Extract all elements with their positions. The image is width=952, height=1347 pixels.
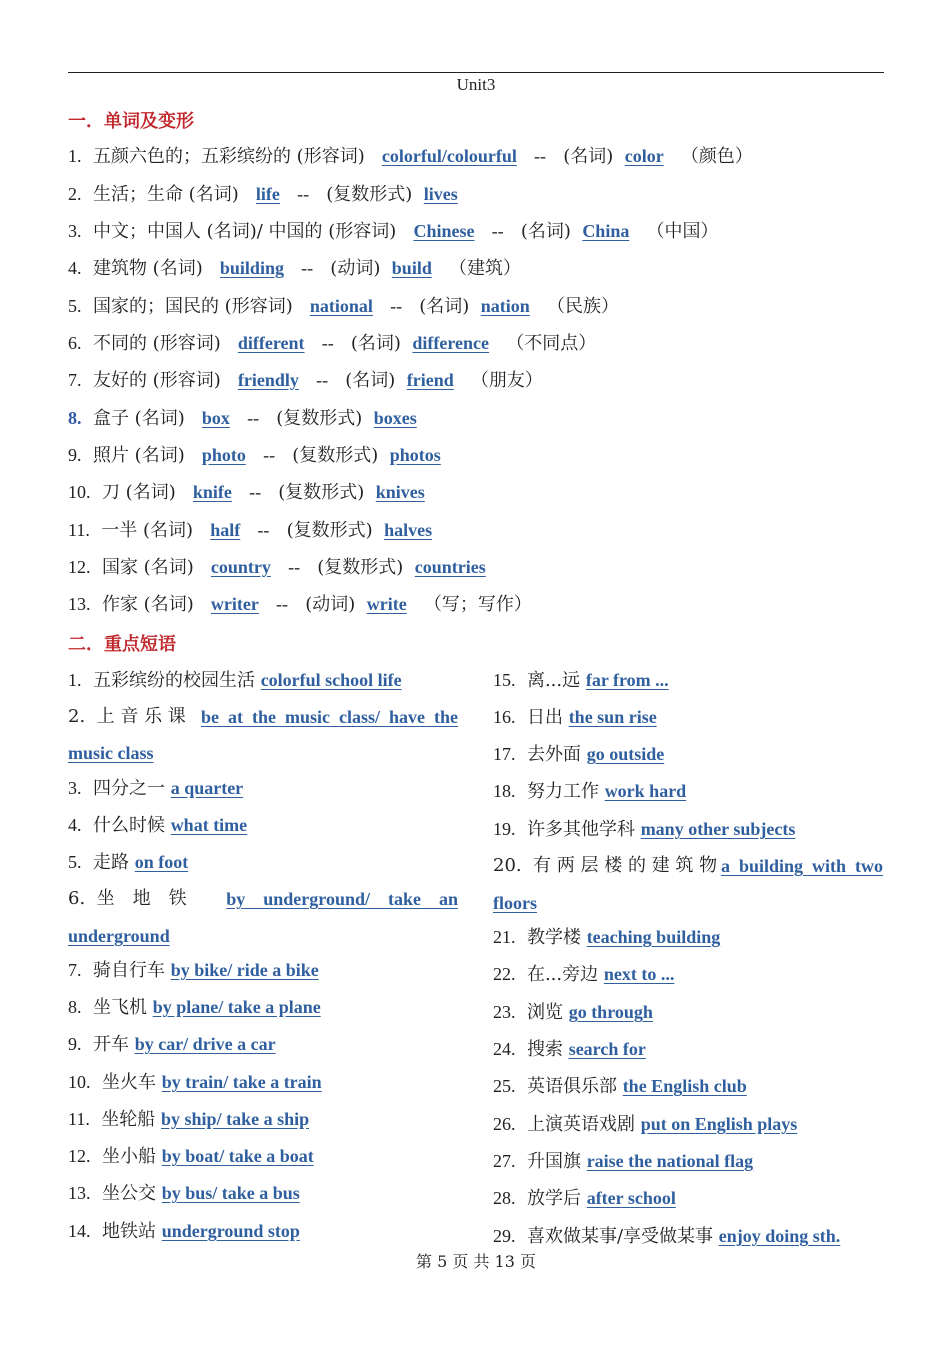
item-number: 12. xyxy=(68,1146,91,1166)
item-prompt: 刀 (名词) xyxy=(101,482,176,503)
phrase-continuation xyxy=(493,892,537,915)
phrase-row xyxy=(493,855,883,877)
answer-form: boxes xyxy=(373,408,417,428)
item-prompt: 国家 (名词) xyxy=(101,557,194,578)
phrase-chinese: 上 音 乐 课 xyxy=(96,706,186,727)
separator: -- xyxy=(263,445,276,465)
phrase-english: a quarter xyxy=(170,778,244,798)
item-number: 7. xyxy=(68,370,82,390)
vocab-row xyxy=(68,407,417,430)
item-number: 4. xyxy=(68,258,82,278)
item-form: (复数形式) xyxy=(326,184,413,205)
separator: -- xyxy=(316,370,329,390)
separator: -- xyxy=(321,333,334,353)
item-number: 13. xyxy=(68,1183,91,1203)
phrase-chinese: 升国旗 xyxy=(526,1151,581,1172)
phrase-row xyxy=(68,1108,309,1131)
answer-form: knives xyxy=(375,482,425,502)
item-number: 5. xyxy=(68,852,82,872)
answer-form: halves xyxy=(384,520,433,540)
item-number: 20. xyxy=(493,855,522,876)
item-number: 15. xyxy=(493,670,516,690)
item-prompt: 一半 (名词) xyxy=(101,520,194,541)
item-form: (名词) xyxy=(350,333,401,354)
answer-form: lives xyxy=(423,184,458,204)
item-number: 6. xyxy=(68,888,86,909)
phrase-row xyxy=(68,1033,276,1056)
answer-form: countries xyxy=(414,557,486,577)
item-form: (名词) xyxy=(419,296,470,317)
phrase-row xyxy=(68,1145,314,1168)
phrase-row xyxy=(68,814,247,837)
phrase-english: next to ... xyxy=(603,964,675,984)
phrase-row xyxy=(493,743,664,766)
phrase-english: be at the music class/ have the xyxy=(201,707,458,727)
phrase-english: by ship/ take a ship xyxy=(161,1109,310,1129)
item-number: 23. xyxy=(493,1002,516,1022)
phrase-chinese: 去外面 xyxy=(526,744,581,765)
answer-word: friendly xyxy=(237,370,299,390)
item-form: (动词) xyxy=(305,594,356,615)
phrase-row xyxy=(493,706,657,729)
phrase-row xyxy=(493,1075,747,1098)
phrase-chinese: 英语俱乐部 xyxy=(526,1076,617,1097)
phrase-english: what time xyxy=(170,815,248,835)
phrase-chinese: 骑自行车 xyxy=(92,960,165,981)
answer-form: write xyxy=(366,594,407,614)
section-title-vocabulary: 一．单词及变形 xyxy=(68,111,194,132)
answer-form: nation xyxy=(480,296,530,316)
phrase-row xyxy=(68,706,458,728)
item-number: 1. xyxy=(68,146,82,166)
phrase-english: work hard xyxy=(604,781,687,801)
item-number: 10. xyxy=(68,482,91,502)
item-number: 13. xyxy=(68,594,91,614)
phrase-row xyxy=(493,818,795,841)
item-number: 1. xyxy=(68,670,82,690)
answer-word: country xyxy=(210,557,271,577)
phrase-row xyxy=(493,780,686,803)
vocab-row xyxy=(68,145,753,168)
item-form: (复数形式) xyxy=(286,520,373,541)
item-prompt: 国家的；国民的 (形容词) xyxy=(92,296,293,317)
phrase-continuation xyxy=(68,742,154,765)
item-form: (复数形式) xyxy=(292,445,379,466)
vocab-row xyxy=(68,593,532,616)
item-note: （颜色） xyxy=(680,146,753,167)
item-prompt: 五颜六色的；五彩缤纷的 (形容词) xyxy=(92,146,365,167)
phrase-row xyxy=(68,1220,300,1243)
phrase-chinese: 坐 地 铁 xyxy=(96,888,187,909)
item-number: 8. xyxy=(68,408,82,428)
phrase-row xyxy=(493,1001,653,1024)
item-form: (名词) xyxy=(345,370,396,391)
phrase-english: teaching building xyxy=(586,927,721,947)
phrase-english: the sun rise xyxy=(568,707,657,727)
separator: -- xyxy=(288,557,301,577)
item-note: （写；写作） xyxy=(423,594,532,615)
vocab-row xyxy=(68,332,596,355)
item-note: （不同点） xyxy=(506,333,597,354)
item-number: 19. xyxy=(493,819,516,839)
item-number: 29. xyxy=(493,1226,516,1246)
item-number: 11. xyxy=(68,520,90,540)
vocab-row xyxy=(68,369,543,392)
phrase-lead xyxy=(493,855,717,877)
vocab-row xyxy=(68,444,441,467)
phrase-chinese: 五彩缤纷的校园生活 xyxy=(92,670,255,691)
phrase-chinese: 坐火车 xyxy=(101,1072,156,1093)
item-note: （建筑） xyxy=(449,258,522,279)
phrase-english: put on English plays xyxy=(640,1114,798,1134)
item-number: 8. xyxy=(68,997,82,1017)
item-number: 3. xyxy=(68,221,82,241)
item-number: 10. xyxy=(68,1072,91,1092)
page-footer: 第 5 页 共 13 页 xyxy=(416,1252,536,1271)
item-form: (复数形式) xyxy=(278,482,365,503)
answer-word: Chinese xyxy=(413,221,475,241)
phrase-english: by plane/ take a plane xyxy=(152,997,321,1017)
item-note: （民族） xyxy=(546,296,619,317)
separator: -- xyxy=(297,184,310,204)
phrase-row xyxy=(493,926,720,949)
phrase-chinese: 有 两 层 楼 的 建 筑 物 xyxy=(533,855,718,876)
item-number: 4. xyxy=(68,815,82,835)
item-note: （朋友） xyxy=(470,370,543,391)
vocab-row xyxy=(68,295,619,318)
phrase-english: the English club xyxy=(622,1076,747,1096)
phrase-row xyxy=(493,1150,753,1173)
answer-word: knife xyxy=(192,482,232,502)
item-number: 21. xyxy=(493,927,516,947)
answer-form: build xyxy=(391,258,432,278)
phrase-chinese: 放学后 xyxy=(526,1188,581,1209)
vocab-row xyxy=(68,183,458,206)
phrase-chinese: 坐小船 xyxy=(101,1146,156,1167)
phrase-chinese: 教学楼 xyxy=(526,927,581,948)
answer-form: friend xyxy=(406,370,454,390)
item-note: （中国） xyxy=(646,221,719,242)
item-number: 7. xyxy=(68,960,82,980)
item-number: 9. xyxy=(68,445,82,465)
separator: -- xyxy=(491,221,504,241)
separator: -- xyxy=(301,258,314,278)
answer-word: national xyxy=(309,296,373,316)
phrase-row xyxy=(493,669,669,692)
phrase-english: underground stop xyxy=(161,1221,300,1241)
answer-form: photos xyxy=(389,445,441,465)
item-prompt: 照片 (名词) xyxy=(92,445,185,466)
phrase-chinese: 浏览 xyxy=(526,1002,563,1023)
item-form: (名词) xyxy=(563,146,614,167)
item-prompt: 建筑物 (名词) xyxy=(92,258,203,279)
phrase-chinese: 地铁站 xyxy=(101,1221,156,1242)
item-form: (动词) xyxy=(330,258,381,279)
phrase-chinese: 坐公交 xyxy=(101,1183,156,1204)
phrase-continuation xyxy=(68,925,170,948)
phrase-english: raise the national flag xyxy=(586,1151,754,1171)
answer-form: color xyxy=(624,146,664,166)
phrase-english-cont: floors xyxy=(493,893,537,913)
phrase-row xyxy=(493,963,674,986)
answer-word: half xyxy=(210,520,241,540)
item-number: 26. xyxy=(493,1114,516,1134)
phrase-row xyxy=(68,1071,322,1094)
vocab-row xyxy=(68,220,719,243)
phrase-english: enjoy doing sth. xyxy=(718,1226,841,1246)
phrase-english: after school xyxy=(586,1188,676,1208)
separator: -- xyxy=(276,594,289,614)
item-form: (名词) xyxy=(520,221,571,242)
phrase-english: by bike/ ride a bike xyxy=(170,960,319,980)
item-prompt: 盒子 (名词) xyxy=(92,408,185,429)
section-title-phrases: 二．重点短语 xyxy=(68,634,176,655)
phrase-english: colorful school life xyxy=(260,670,402,690)
phrase-english: by boat/ take a boat xyxy=(161,1146,314,1166)
phrase-chinese: 上演英语戏剧 xyxy=(526,1114,635,1135)
phrase-chinese: 离...远 xyxy=(526,670,581,691)
phrase-english: by car/ drive a car xyxy=(134,1034,276,1054)
phrase-english: go outside xyxy=(586,744,665,764)
item-number: 18. xyxy=(493,781,516,801)
item-number: 16. xyxy=(493,707,516,727)
separator: -- xyxy=(534,146,547,166)
phrase-row xyxy=(493,1187,676,1210)
item-number: 3. xyxy=(68,778,82,798)
phrase-chinese: 四分之一 xyxy=(92,778,165,799)
item-form: (复数形式) xyxy=(317,557,404,578)
answer-word: box xyxy=(201,408,230,428)
separator: -- xyxy=(249,482,262,502)
phrase-chinese: 搜索 xyxy=(526,1039,563,1060)
answer-form: China xyxy=(582,221,630,241)
answer-word: life xyxy=(255,184,280,204)
phrase-row xyxy=(68,851,188,874)
item-number: 28. xyxy=(493,1188,516,1208)
phrase-english: by bus/ take a bus xyxy=(161,1183,300,1203)
phrase-chinese: 坐飞机 xyxy=(92,997,147,1018)
phrase-english-cont: underground xyxy=(68,926,170,946)
item-prompt: 作家 (名词) xyxy=(101,594,194,615)
answer-word: photo xyxy=(201,445,246,465)
phrase-english: search for xyxy=(568,1039,646,1059)
phrase-chinese: 在...旁边 xyxy=(526,964,599,985)
item-prompt: 生活；生命 (名词) xyxy=(92,184,239,205)
phrase-english: by train/ take a train xyxy=(161,1072,322,1092)
item-number: 2. xyxy=(68,184,82,204)
item-number: 17. xyxy=(493,744,516,764)
item-number: 11. xyxy=(68,1109,90,1129)
answer-word: writer xyxy=(210,594,259,614)
answer-word: different xyxy=(237,333,305,353)
item-number: 22. xyxy=(493,964,516,984)
phrase-chinese: 日出 xyxy=(526,707,563,728)
phrase-row xyxy=(68,888,458,910)
phrase-row xyxy=(68,996,321,1019)
answer-word: colorful/colourful xyxy=(381,146,517,166)
item-number: 14. xyxy=(68,1221,91,1241)
phrase-chinese: 什么时候 xyxy=(92,815,165,836)
phrase-row xyxy=(493,1225,840,1248)
item-number: 9. xyxy=(68,1034,82,1054)
page-title: Unit3 xyxy=(456,75,496,94)
item-prompt: 中文；中国人 (名词)/ 中国的 (形容词) xyxy=(92,221,397,242)
phrase-english-cont: music class xyxy=(68,743,154,763)
answer-form: difference xyxy=(412,333,490,353)
vocab-row xyxy=(68,519,432,542)
phrase-chinese: 坐轮船 xyxy=(101,1109,156,1130)
phrase-chinese: 喜欢做某事/享受做某事 xyxy=(526,1226,714,1247)
item-number: 2. xyxy=(68,706,86,727)
phrase-row xyxy=(68,1182,300,1205)
separator: -- xyxy=(390,296,403,316)
header-rule xyxy=(68,72,884,73)
separator: -- xyxy=(247,408,260,428)
phrase-row xyxy=(68,777,243,800)
phrase-english: many other subjects xyxy=(640,819,796,839)
phrase-chinese: 走路 xyxy=(92,852,129,873)
phrase-row xyxy=(493,1113,797,1136)
item-number: 12. xyxy=(68,557,91,577)
answer-word: building xyxy=(219,258,284,278)
separator: -- xyxy=(257,520,270,540)
phrase-english: go through xyxy=(568,1002,653,1022)
item-form: (复数形式) xyxy=(276,408,363,429)
phrase-row xyxy=(493,1038,646,1061)
item-number: 24. xyxy=(493,1039,516,1059)
item-number: 6. xyxy=(68,333,82,353)
phrase-chinese: 开车 xyxy=(92,1034,129,1055)
item-number: 25. xyxy=(493,1076,516,1096)
item-prompt: 不同的 (形容词) xyxy=(92,333,221,354)
vocab-row xyxy=(68,481,425,504)
phrase-chinese: 许多其他学科 xyxy=(526,819,635,840)
phrase-lead xyxy=(68,888,187,910)
phrase-chinese: 努力工作 xyxy=(526,781,599,802)
phrase-row xyxy=(68,669,402,692)
vocab-row xyxy=(68,257,521,280)
item-number: 5. xyxy=(68,296,82,316)
phrase-lead xyxy=(68,706,186,728)
phrase-english: on foot xyxy=(134,852,189,872)
item-prompt: 友好的 (形容词) xyxy=(92,370,221,391)
phrase-english: far from ... xyxy=(585,670,669,690)
phrase-row xyxy=(68,959,319,982)
item-number: 27. xyxy=(493,1151,516,1171)
phrase-english: a building with two xyxy=(720,856,883,876)
phrase-english: by underground/ take an xyxy=(226,889,458,909)
vocab-row xyxy=(68,556,486,579)
